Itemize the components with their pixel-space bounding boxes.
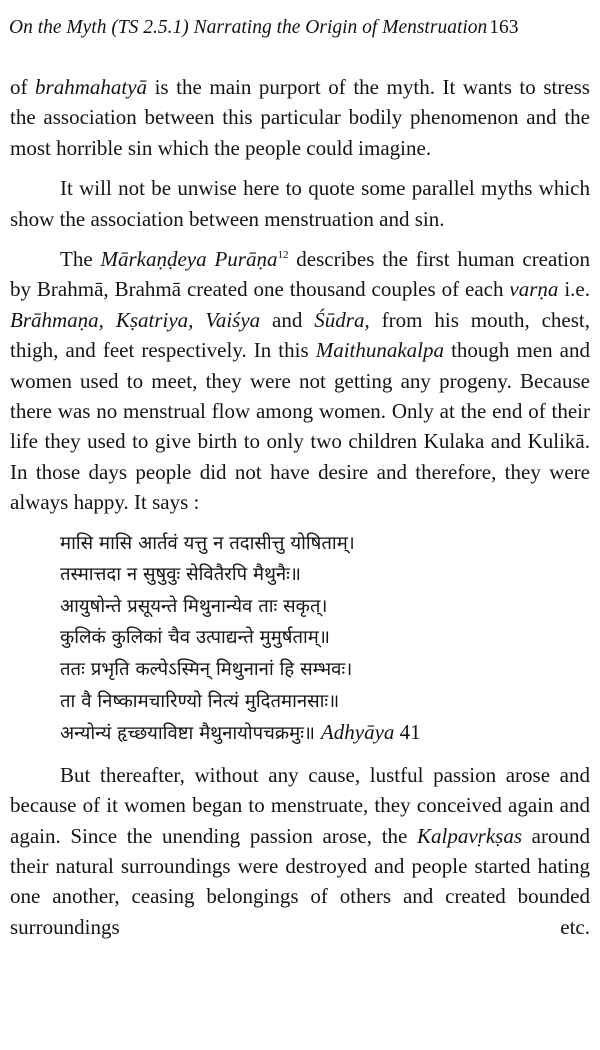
text-run: and: [260, 307, 315, 332]
text-run: from his mouth, chest, thigh, and feet respectively. In this: [10, 307, 590, 363]
verse-line: ता वै निष्कामचारिण्यो नित्यं मुदितमानसाः॥: [60, 690, 340, 712]
page-number: 163: [489, 17, 519, 38]
text-run: i.e.: [558, 277, 590, 302]
verse-line: तस्मात्तदा न सुषुवुः सेवितैरपि मैथुनैः॥: [60, 564, 301, 586]
term-markandeya-purana: Mārkaṇḍeya Purāṇa: [100, 247, 278, 272]
verse-text: अन्योन्यं हृच्छयाविष्टा मैथुनायोपचक्रमुः॥: [60, 723, 316, 745]
verse-line: आयुषोन्ते प्रसूयन्ते मिथुनान्येव ताः सकृत्।: [60, 595, 328, 617]
text-run: describes the first human creation by Brahmā, Brahmā created one thousand couples of each: [10, 247, 590, 302]
verse-line: कुलिकं कुलिकां चैव उत्पाद्यन्ते मुमुर्षताम्॥: [60, 627, 330, 649]
reference-word: Adhyāya: [320, 720, 395, 745]
term-varna: varṇa: [509, 277, 559, 302]
text-run: around their natural surroundings were destroyed and people started hating one another, ceasing belongings of others and created bounded surroundings etc.: [10, 823, 590, 939]
paragraph-thereafter: [10, 760, 590, 942]
term-varnas-list: Brāhmaṇa, Kṣatriya, Vaiśya: [10, 307, 261, 332]
text-run: But thereafter, without any cause, lustful passion arose and because of it women began to menstruate, they conceived again and again. Since the unending passion arose, the: [10, 762, 590, 848]
running-header: [9, 14, 593, 42]
term-brahmahatya: brahmahatyā: [35, 75, 148, 99]
sanskrit-verse-block: [10, 528, 590, 750]
term-maithunakalpa: Maithunakalpa: [315, 338, 445, 363]
footnote-ref: 12: [277, 249, 289, 262]
paragraph-text: is the main purport of the myth. It wants to stress the association between this particular bodily phenomenon and the most horrible sin which the people could imagine.: [10, 75, 590, 160]
term-sudra: Śūdra,: [314, 307, 370, 332]
text-run: though men and women used to meet, they were not getting any progeny. Because there was no menstrual flow among women. Only at the end of their life they used to give birth to only two children Kulaka and Kulikā. In those days people did not have desire and therefore, they were always happy. It says :: [10, 338, 590, 515]
verse-line: मासि मासि आर्तवं यत्तु न तदासीत्तु योषिताम्।: [60, 532, 355, 554]
reference-number: 41: [394, 720, 421, 745]
header-title: On the Myth (TS 2.5.1) Narrating the Origin of Menstruation: [9, 17, 488, 38]
verse-line: ततः प्रभृति कल्पेऽस्मिन् मिथुनानां हि सम्भवः।: [60, 659, 353, 681]
text-run: The: [60, 247, 101, 272]
verse-line-last: [60, 717, 590, 750]
term-kalpavrksas: Kalpavṛkṣas: [417, 823, 523, 848]
paragraph-continued: of brahmahatyā is the main purport of the myth. It wants to stress the association between this particular bodily phenomenon and the most horrible sin which the people could imagine.: [10, 75, 590, 160]
paragraph-parallel-myths: It will not be unwise here to quote some parallel myths which show the association between menstruation and sin.: [10, 176, 590, 231]
page-body: [10, 72, 590, 952]
verse-reference: [321, 720, 421, 744]
paragraph-markandeya: [10, 244, 590, 518]
